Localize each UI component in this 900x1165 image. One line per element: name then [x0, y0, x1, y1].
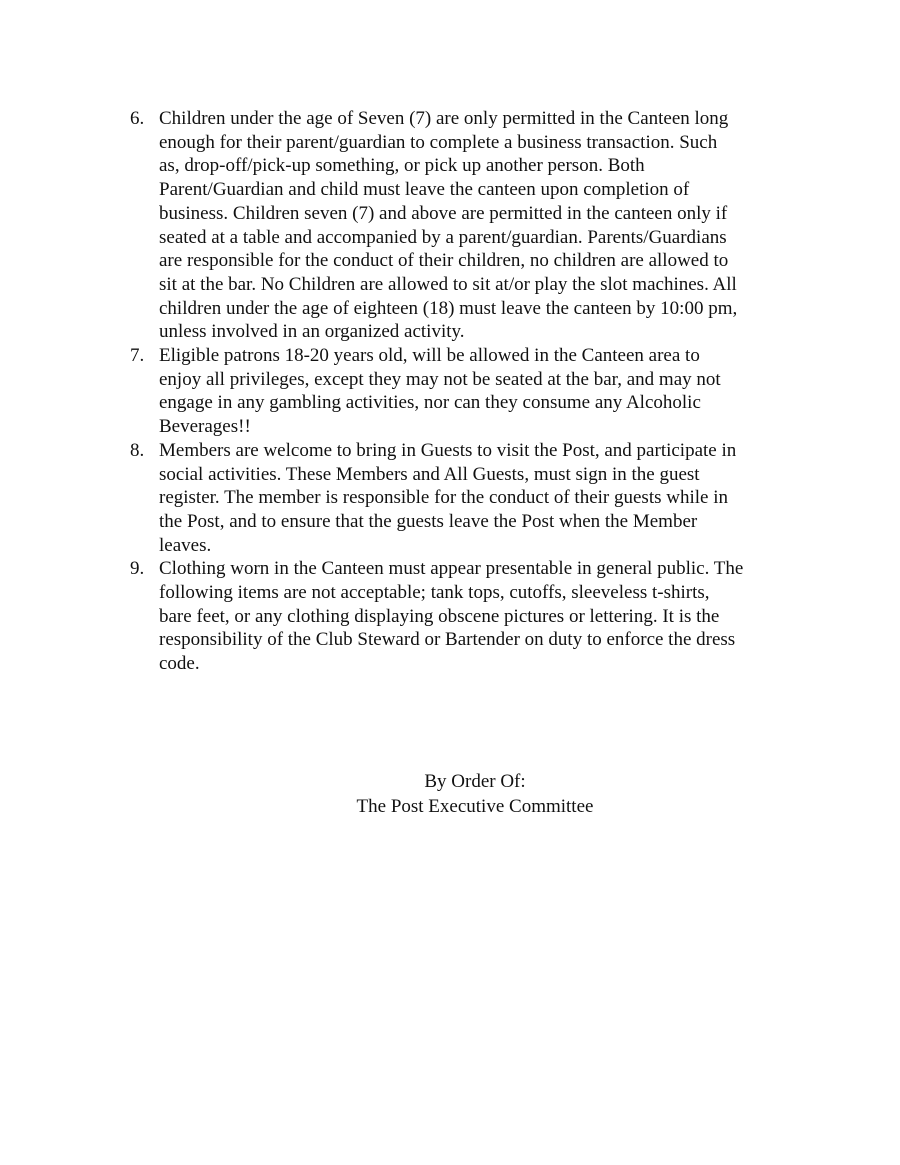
rule-text-line: responsibility of the Club Steward or Bartender on duty to enforce the dress: [159, 629, 736, 651]
rule-text-line: bare feet, or any clothing displaying obscene pictures or lettering. It is the: [159, 605, 720, 627]
rule-text-line: enjoy all privileges, except they may not be seated at the bar, and may not: [159, 368, 721, 390]
rule-text-line: Parent/Guardian and child must leave the canteen upon completion of: [159, 179, 690, 201]
rule-number: 6.: [130, 108, 145, 129]
rule-text-line: are responsible for the conduct of their children, no children are allowed to: [159, 250, 729, 272]
rule-text-line: as, drop-off/pick-up something, or pick up another person. Both: [159, 155, 645, 177]
rule-text-line: Members are welcome to bring in Guests to visit the Post, and participate in: [159, 439, 737, 461]
rule-text-line: Beverages!!: [159, 416, 251, 438]
signature-committee: The Post Executive Committee: [356, 796, 594, 817]
rule-text-line: the Post, and to ensure that the guests leave the Post when the Member: [159, 510, 698, 532]
rule-text-line: code.: [159, 653, 200, 675]
rule-number: 8.: [130, 439, 145, 461]
rule-text-line: social activities. These Members and All Guests, must sign in the guest: [159, 463, 700, 485]
rule-text-line: seated at a table and accompanied by a parent/guardian. Parents/Guardians: [159, 226, 727, 248]
rules-list: [130, 107, 800, 676]
rule-text-line: Clothing worn in the Canteen must appear presentable in general public. The: [159, 558, 744, 580]
rule-text-line: business. Children seven (7) and above are permitted in the canteen only if: [159, 202, 728, 224]
rule-item-6: [130, 107, 800, 344]
rule-number: 9.: [130, 558, 145, 580]
rule-text-line: register. The member is responsible for the conduct of their guests while in: [159, 487, 728, 509]
rule-text-line: sit at the bar. No Children are allowed to sit at/or play the slot machines. All: [159, 273, 737, 295]
rule-item-7: [130, 344, 800, 439]
signature-block: [0, 769, 900, 819]
rule-text-line: Children under the age of Seven (7) are only permitted in the Canteen long: [159, 108, 729, 129]
rule-text-line: Eligible patrons 18-20 years old, will be allowed in the Canteen area to: [159, 345, 700, 367]
rule-text-line: enough for their parent/guardian to complete a business transaction. Such: [159, 131, 718, 153]
rule-text-line: leaves.: [159, 534, 212, 556]
rule-text-line: unless involved in an organized activity.: [159, 321, 465, 343]
rule-number: 7.: [130, 345, 145, 367]
rule-text-line: following items are not acceptable; tank tops, cutoffs, sleeveless t-shirts,: [159, 582, 710, 604]
rule-item-8: [130, 439, 800, 558]
signature-by-order: By Order Of:: [424, 771, 526, 792]
rule-item-9: [130, 557, 800, 676]
rule-text-line: children under the age of eighteen (18) must leave the canteen by 10:00 pm,: [159, 297, 738, 319]
rule-text-line: engage in any gambling activities, nor can they consume any Alcoholic: [159, 392, 701, 414]
